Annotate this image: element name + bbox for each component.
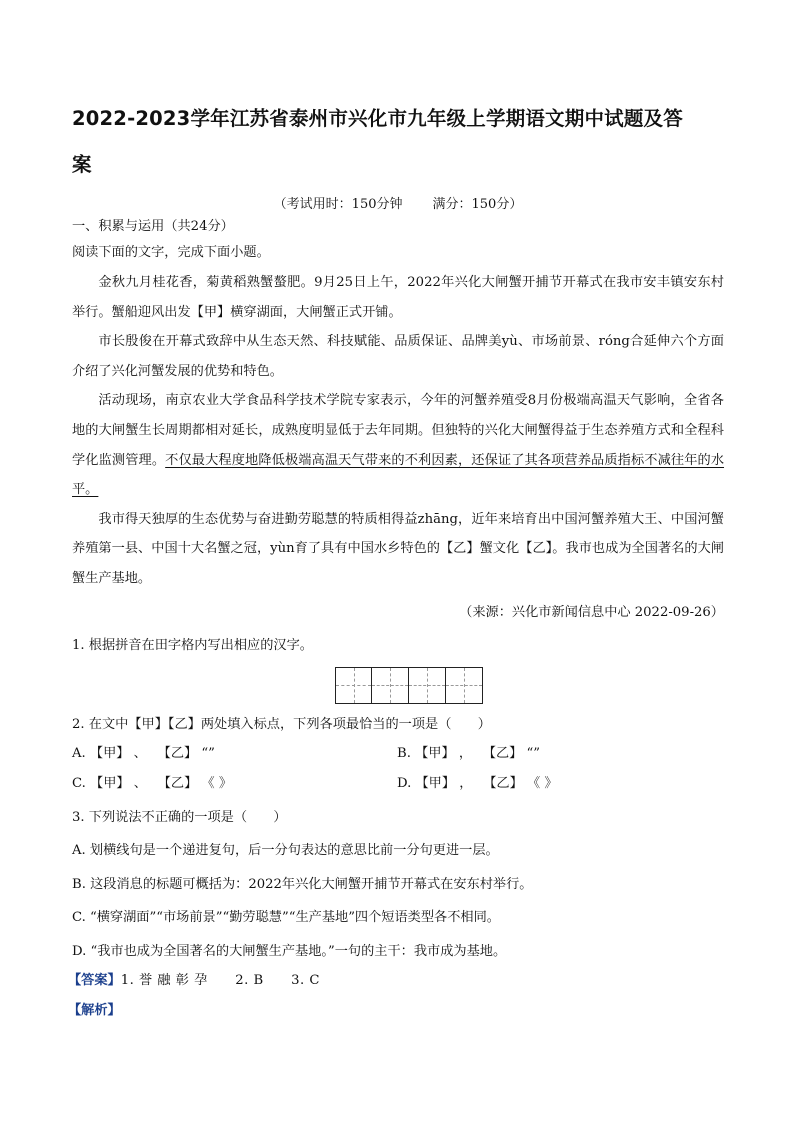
passage-paragraph-3: [72, 386, 724, 504]
grid-cell-3[interactable]: [409, 667, 446, 704]
tianzige-grid: [72, 667, 724, 704]
question-2-options-row-2: [72, 769, 724, 799]
q3-option-c: C. “横穿湖面”“市场前景”“勤劳聪慧”“生产基地”四个短语类型各不相同。: [72, 910, 500, 926]
news-source: （来源：兴化市新闻信息中心 2022-09-26）: [459, 604, 724, 620]
reading-instruction: 阅读下面的文字，完成下面小题。: [72, 245, 270, 260]
exam-info: [72, 194, 724, 216]
section-heading: 一、积累与运用（共24分）: [72, 219, 234, 234]
question-2-options-row-1: [72, 739, 724, 769]
option-b: B. 【甲】 ， 【乙】 “”: [397, 746, 541, 762]
answer-text: 1. 誉 融 彰 孕 2. B 3. C: [120, 973, 320, 989]
grid-cell-4[interactable]: [446, 667, 483, 704]
analysis-label: 【解析】: [68, 1003, 121, 1019]
grid-cell-2[interactable]: [372, 667, 409, 704]
passage-paragraph-1: 金秋九月桂花香，菊黄稻熟蟹螯肥。9月25日上午，2022年兴化大闸蟹开捕节开幕式在我市安丰镇安东村举行。蟹船迎风出发【甲】横穿湖面，大闸蟹正式开铺。: [72, 275, 724, 320]
q3-option-a: A. 划横线句是一个递进复句，后一分句表达的意思比前一分句更进一层。: [72, 843, 499, 859]
grid-cell-1[interactable]: [335, 667, 372, 704]
answer-label: 【答案】: [68, 973, 121, 989]
option-a: A. 【甲】 、 【乙】 “”: [72, 746, 215, 762]
paragraph-3-text: 活动现场，南京农业大学食品科学技术学院专家表示，今年的河蟹养殖受8月份极端高温天气影响，全省各地的大闸蟹生长周期都相对延长，成熟度明显低于去年同期。但独特的兴化大闸蟹得益于生态养殖方式和全程科学化监测管理。: [72, 393, 724, 468]
exam-time: （考试用时：150分钟: [273, 197, 403, 212]
passage-paragraph-4: 我市得天独厚的生态优势与奋进勤劳聪慧的特质相得益zhāng，近年来培育出中国河蟹养殖大王、中国河蟹养殖第一县、中国十大名蟹之冠，yùn育了具有中国水乡特色的【乙】蟹文化【乙】。我市也成为全国著名的大闸蟹生产基地。: [72, 511, 724, 586]
q3-option-b: B. 这段消息的标题可概括为：2022年兴化大闸蟹开捕节开幕式在安东村举行。: [72, 876, 533, 892]
exam-score: 满分：150分）: [432, 197, 523, 212]
question-3: 3. 下列说法不正确的一项是（ ）: [72, 809, 287, 825]
answer-line: [68, 966, 724, 996]
option-c: C. 【甲】 、 【乙】 《 》: [72, 775, 233, 791]
q3-option-d: D. “我市也成为全国著名的大闸蟹生产基地。”一句的主干：我市成为基地。: [72, 943, 507, 959]
analysis-line: [68, 996, 724, 1026]
title-line-1: 2022-2023学年江苏省泰州市兴化市九年级上学期语文期中试题及答: [72, 107, 683, 130]
title-line-2: 案: [72, 153, 92, 176]
passage-paragraph-2: 市长殷俊在开幕式致辞中从生态天然、科技赋能、品质保证、品牌美yù、市场前景、róng合延伸六个方面介绍了兴化河蟹发展的优势和特色。: [72, 334, 724, 379]
underlined-sentence: 不仅最大程度地降低极端高温天气带来的不利因素，还保证了其各项营养品质指标不减往年的水平。: [72, 452, 725, 498]
document-page: [68, 96, 725, 1026]
document-title: [72, 96, 724, 188]
option-d: D. 【甲】 ， 【乙】 《 》: [397, 775, 558, 791]
question-2: 2. 在文中【甲】【乙】两处填入标点，下列各项最恰当的一项是（ ）: [72, 716, 491, 732]
question-1: 1. 根据拼音在田字格内写出相应的汉字。: [72, 638, 313, 654]
